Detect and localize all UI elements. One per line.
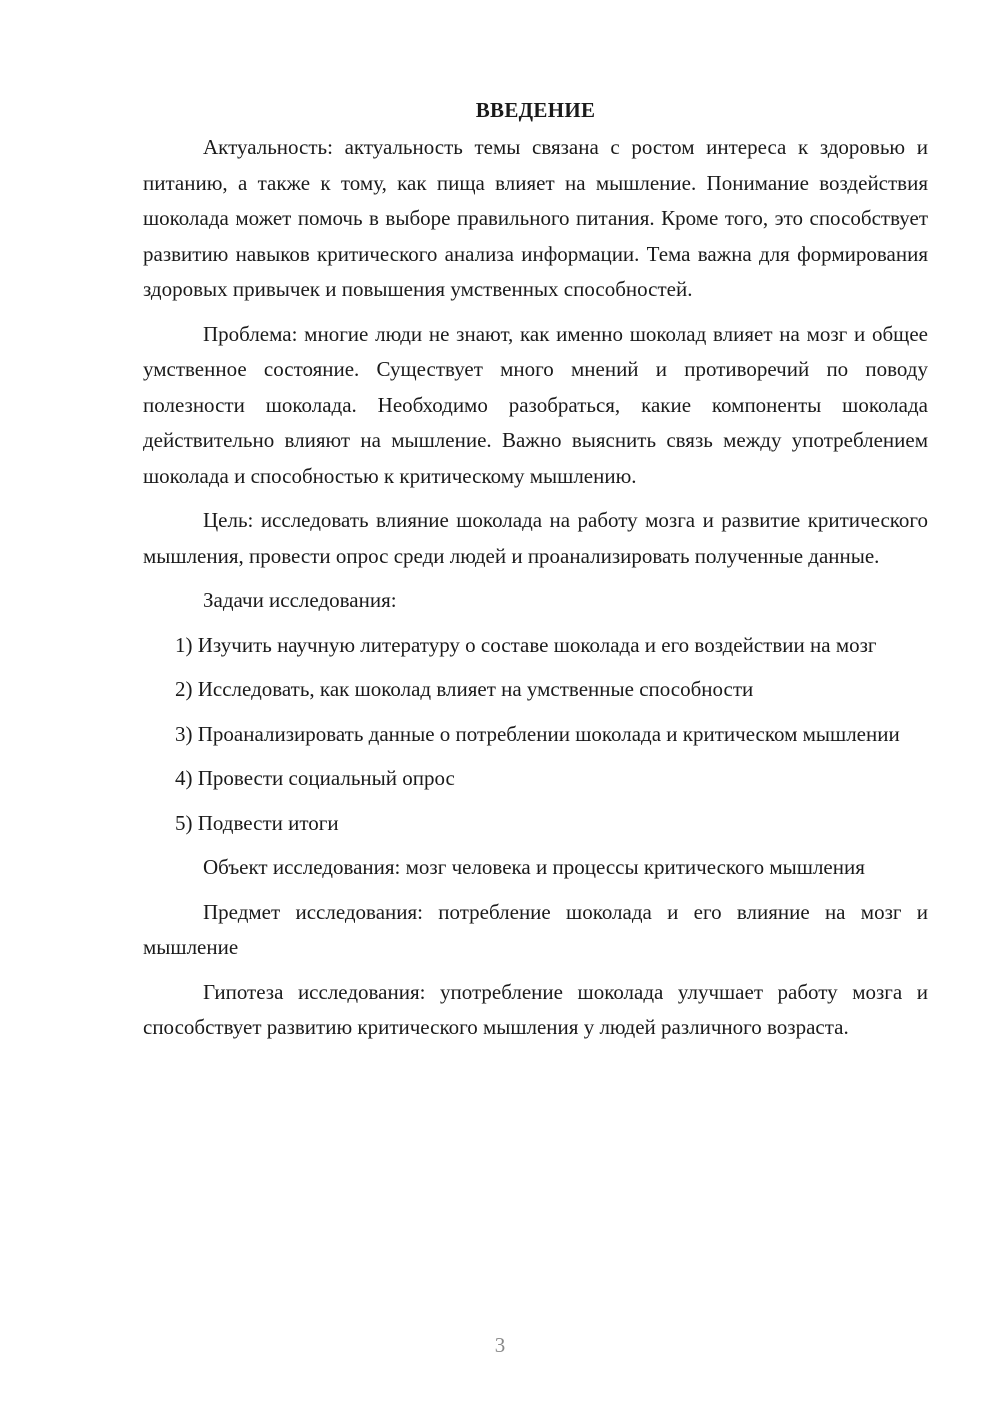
task-item-4: 4) Провести социальный опрос	[175, 766, 455, 790]
task-item-3: 3) Проанализировать данные о потреблении шоколада и критическом мышлении	[175, 721, 900, 746]
tasks-heading: Задачи исследования:	[203, 588, 397, 612]
goal-paragraph: Цель: исследовать влияние шоколада на работу мозга и развитие критического мышления, провести опрос среди людей и проанализировать полученные данные.	[143, 508, 928, 568]
task-item-1: 1) Изучить научную литературу о составе шоколада и его воздействии на мозг	[175, 632, 877, 657]
task-item-2: 2) Исследовать, как шоколад влияет на умственные способности	[175, 677, 754, 701]
problem-paragraph: Проблема: многие люди не знают, как именно шоколад влияет на мозг и общее умственное состояние. Существует много мнений и противоречий по поводу полезности шоколада. Необходимо разобраться, какие компоненты шоколада действительно влияют на мышление. Важно выяснить связь между употреблением шоколада и способностью к критическому мышлению.	[143, 321, 928, 488]
page-number: 3	[494, 1333, 506, 1357]
task-item-5: 5) Подвести итоги	[175, 810, 339, 835]
subject-paragraph: Предмет исследования: потребление шоколада и его влияние на мозг и мышление	[143, 899, 928, 959]
relevance-paragraph: Актуальность: актуальность темы связана с ростом интереса к здоровью и питанию, а также к тому, как пища влияет на мышление. Понимание воздействия шоколада может помочь в выборе правильного питания. Кроме того, это способствует развитию навыков критического анализа информации. Тема важна для формирования здоровых привычек и повышения умственных способностей.	[143, 135, 928, 301]
object-paragraph: Объект исследования: мозг человека и процессы критического мышления	[203, 855, 865, 879]
hypothesis-paragraph: Гипотеза исследования: употребление шоколада улучшает работу мозга и способствует развитию критического мышления у людей различного возраста.	[143, 979, 928, 1039]
document-page	[143, 92, 928, 1055]
section-title: ВВЕДЕНИЕ	[475, 98, 596, 122]
